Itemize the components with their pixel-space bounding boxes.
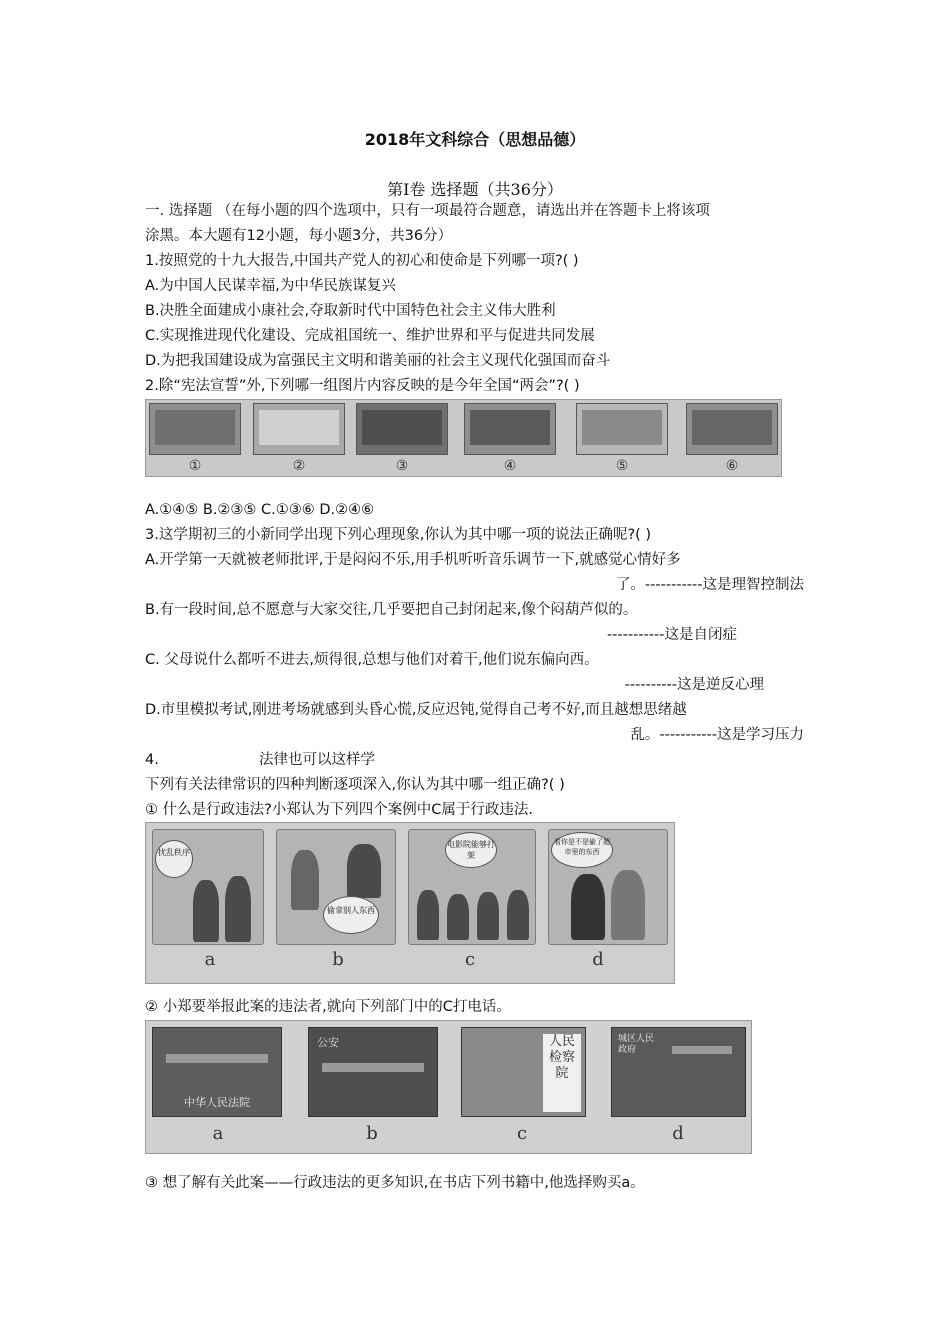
case-a-bubble: 扰乱秩序: [155, 840, 193, 878]
question-4-step-1: ① 什么是行政违法?小郑认为下列四个案例中C属于行政违法.: [145, 802, 534, 818]
department-b-photo: [308, 1027, 438, 1117]
photo-label-6: ⑥: [725, 458, 739, 474]
question-3-option-c-cont: ----------这是逆反心理: [624, 677, 764, 693]
photo-2: [253, 403, 345, 455]
question-3-option-b: B.有一段时间,总不愿意与大家交往,几乎要把自己封闭起来,像个闷葫芦似的。: [145, 602, 638, 618]
photo-label-4: ④: [503, 458, 517, 474]
question-3-option-d-cont: 乱。-----------这是学习压力: [630, 727, 804, 743]
department-c-sign: 人民检察院: [543, 1034, 581, 1112]
case-d-scene: [548, 829, 668, 945]
case-c-scene: [408, 829, 536, 945]
section-heading: 第Ⅰ卷 选择题（共36分）: [387, 180, 563, 199]
photo-label-2: ②: [292, 458, 306, 474]
photo-1: [149, 403, 241, 455]
department-a-sign: 中华人民法院: [184, 1096, 250, 1109]
case-d-bubble: 看你是不是偷了超市里的东西: [551, 832, 613, 868]
question-3: 3.这学期初三的小新同学出现下列心理现象,你认为其中哪一项的说法正确呢?( ): [145, 527, 652, 543]
question-1-option-a: A.为中国人民谋幸福,为中华民族谋复兴: [145, 278, 396, 294]
department-d-photo: [611, 1027, 746, 1117]
question-2: 2.除“宪法宣誓”外,下列哪一组图片内容反映的是今年全国“两会”?( ): [145, 378, 580, 394]
question-1: 1.按照党的十九大报告,中国共产党人的初心和使命是下列哪一项?( ): [145, 253, 579, 269]
department-d-sign: 城区人民政府: [618, 1034, 655, 1055]
case-b-bubble: 偷拿别人东西: [323, 896, 379, 934]
photo-label-1: ①: [188, 458, 202, 474]
department-label-d: d: [672, 1123, 684, 1144]
case-c-bubble: 电影院能够打架: [445, 832, 497, 868]
department-label-b: b: [366, 1123, 378, 1144]
question-4-cases-image: [145, 822, 675, 984]
question-3-option-d: D.市里模拟考试,刚进考场就感到头昏心慌,反应迟钝,觉得自己考不好,而且越想思绪越: [145, 702, 687, 718]
question-3-option-b-cont: -----------这是自闭症: [606, 627, 737, 643]
page-title: 2018年文科综合（思想品德）: [364, 130, 586, 149]
instructions-line-1: 一. 选择题 （在每小题的四个选项中，只有一项最符合题意，请选出并在答题卡上将该项: [145, 203, 710, 219]
question-2-options: A.①④⑤ B.②③⑤ C.①③⑥ D.②④⑥: [145, 502, 375, 518]
question-1-option-b: B.决胜全面建成小康社会,夺取新时代中国特色社会主义伟大胜利: [145, 303, 556, 319]
department-b-sign: 公安: [317, 1036, 339, 1049]
case-label-c: c: [464, 949, 476, 970]
department-label-c: c: [516, 1123, 528, 1144]
photo-3: [356, 403, 448, 455]
case-label-d: d: [592, 949, 604, 970]
question-4-step-2: ② 小郑要举报此案的违法者,就向下列部门中的C打电话。: [145, 999, 511, 1015]
department-c-photo: [461, 1027, 586, 1117]
question-4-number: 4.: [145, 752, 159, 768]
question-4-departments-image: [145, 1020, 752, 1154]
department-a-photo: [152, 1027, 282, 1117]
photo-5: [576, 403, 668, 455]
question-4-title: 法律也可以这样学: [259, 752, 375, 768]
question-3-option-a: A.开学第一天就被老师批评,于是闷闷不乐,用手机听听音乐调节一下,就感觉心情好多: [145, 552, 681, 568]
question-4-step-3: ③ 想了解有关此案——行政违法的更多知识,在书店下列书籍中,他选择购买a。: [145, 1175, 645, 1191]
photo-label-5: ⑤: [615, 458, 629, 474]
photo-label-3: ③: [395, 458, 409, 474]
question-2-photo-strip: [145, 399, 782, 477]
case-b-scene: [276, 829, 396, 945]
question-4: 下列有关法律常识的四种判断逐项深入,你认为其中哪一组正确?( ): [145, 777, 565, 793]
photo-6: [686, 403, 778, 455]
question-1-option-c: C.实现推进现代化建设、完成祖国统一、维护世界和平与促进共同发展: [145, 328, 595, 344]
department-label-a: a: [212, 1123, 224, 1144]
case-label-b: b: [332, 949, 344, 970]
question-3-option-c: C. 父母说什么都听不进去,烦得很,总想与他们对着干,他们说东偏向西。: [145, 652, 599, 668]
case-a-scene: [152, 829, 264, 945]
case-label-a: a: [204, 949, 216, 970]
instructions-line-2: 涂黑。本大题有12小题，每小题3分，共36分）: [145, 228, 453, 244]
question-3-option-a-cont: 了。-----------这是理智控制法: [615, 577, 804, 593]
question-1-option-d: D.为把我国建设成为富强民主文明和谐美丽的社会主义现代化强国而奋斗: [145, 353, 611, 369]
photo-4: [464, 403, 556, 455]
